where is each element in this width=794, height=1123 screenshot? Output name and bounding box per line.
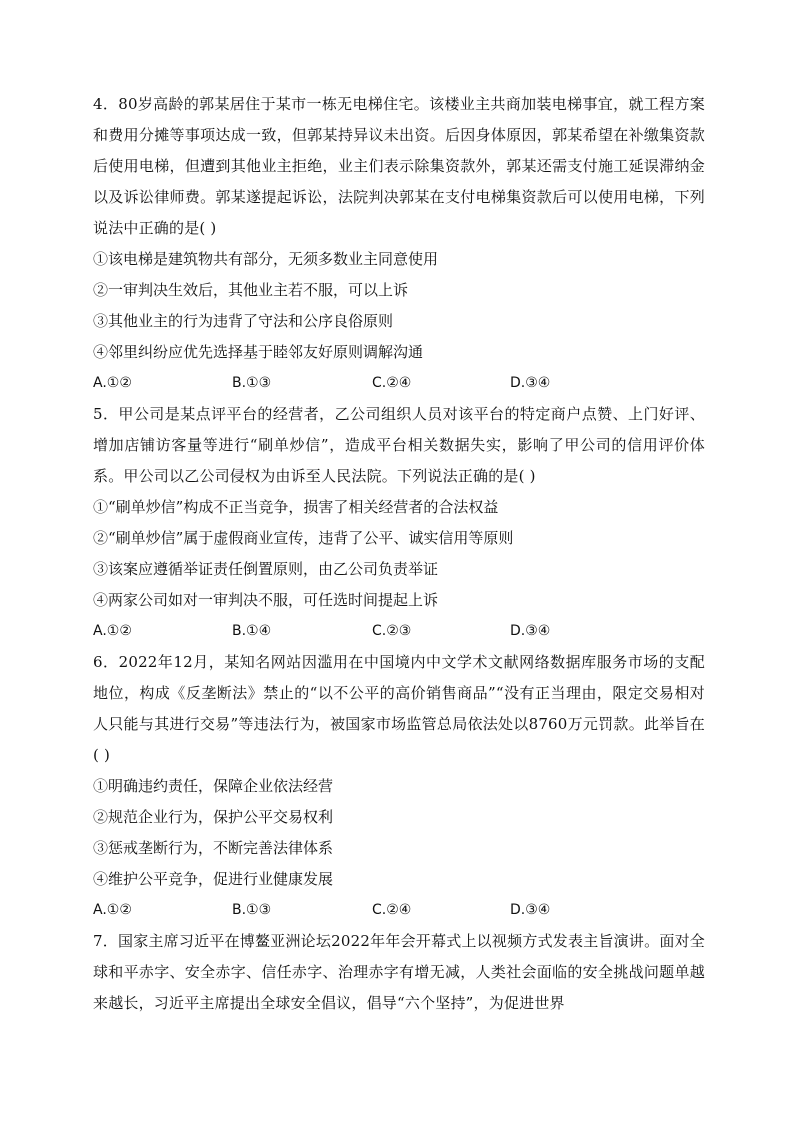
option-2: ②“刷单炒信”属于虚假商业宣传，违背了公平、诚实信用等原则 (93, 529, 514, 547)
question-stem: 7．国家主席习近平在博鳌亚洲论坛2022年年会开幕式上以视频方式发表主旨演讲。面对全球和平赤字、安全赤字、信任赤字、治理赤字有增无减，人类社会面临的安全挑战问题单越来越长，习近平主席提出全球安全倡议，倡导“六个坚持”，为促进世界 (93, 932, 705, 1012)
choice-a: A.①② (93, 902, 132, 918)
choice-c: C.②③ (372, 623, 412, 639)
choice-b: B.①③ (232, 375, 272, 391)
answer-choices (93, 895, 705, 926)
option-4: ④邻里纠纷应优先选择基于睦邻友好原则调解沟通 (93, 343, 424, 361)
option-1: ①“刷单炒信”构成不正当竞争，损害了相关经营者的合法权益 (93, 498, 499, 516)
option-1: ①该电梯是建筑物共有部分，无须多数业主同意使用 (93, 250, 439, 268)
choice-c: C.②④ (372, 375, 412, 391)
question-stem: 4．80岁高龄的郭某居住于某市一栋无电梯住宅。该楼业主共商加装电梯事宜，就工程方案和费用分摊等事项达成一致，但郭某持异议未出资。后因身体原因，郭某希望在补缴集资款后使用电梯，但遭到其他业主拒绝，业主们表示除集资款外，郭某还需支付施工延误滞纳金以及诉讼律师费。郭某遂提起诉讼，法院判决郭某在支付电梯集资款后可以使用电梯，下列说法中正确的是( ) (93, 95, 705, 237)
choice-c: C.②④ (372, 902, 412, 918)
option-2: ②规范企业行为，保护公平交易权利 (93, 808, 334, 826)
option-3: ③该案应遵循举证责任倒置原则，由乙公司负责举证 (93, 560, 439, 578)
option-4: ④两家公司如对一审判决不服，可任选时间提起上诉 (93, 591, 439, 609)
question-4 (93, 89, 705, 399)
question-stem: 5．甲公司是某点评平台的经营者，乙公司组织人员对该平台的特定商户点赞、上门好评、增加店铺访客量等进行“刷单炒信”，造成平台相关数据失实，影响了甲公司的信用评价体系。甲公司以乙公司侵权为由诉至人民法院。下列说法正确的是( ) (93, 405, 705, 485)
question-6 (93, 647, 705, 926)
question-5 (93, 399, 705, 647)
question-7 (93, 926, 705, 1019)
choice-b: B.①④ (232, 623, 272, 639)
choice-b: B.①③ (232, 902, 272, 918)
question-stem: 6．2022年12月，某知名网站因滥用在中国境内中文学术文献网络数据库服务市场的支配地位，构成《反垄断法》禁止的“以不公平的高价销售商品”“没有正当理由，限定交易相对人只能与其进行交易”等违法行为，被国家市场监管总局依法处以8760万元罚款。此举旨在( ) (93, 653, 705, 764)
answer-choices (93, 368, 705, 399)
option-1: ①明确违约责任，保障企业依法经营 (93, 777, 334, 795)
choice-d: D.③④ (510, 902, 551, 918)
choice-a: A.①② (93, 375, 132, 391)
choice-d: D.③④ (510, 375, 551, 391)
option-4: ④维护公平竞争，促进行业健康发展 (93, 870, 334, 888)
choice-d: D.③④ (510, 623, 551, 639)
option-2: ②一审判决生效后，其他业主若不服，可以上诉 (93, 281, 409, 299)
option-3: ③其他业主的行为违背了守法和公序良俗原则 (93, 312, 394, 330)
answer-choices (93, 616, 705, 647)
option-3: ③惩戒垄断行为，不断完善法律体系 (93, 839, 334, 857)
choice-a: A.①② (93, 623, 132, 639)
